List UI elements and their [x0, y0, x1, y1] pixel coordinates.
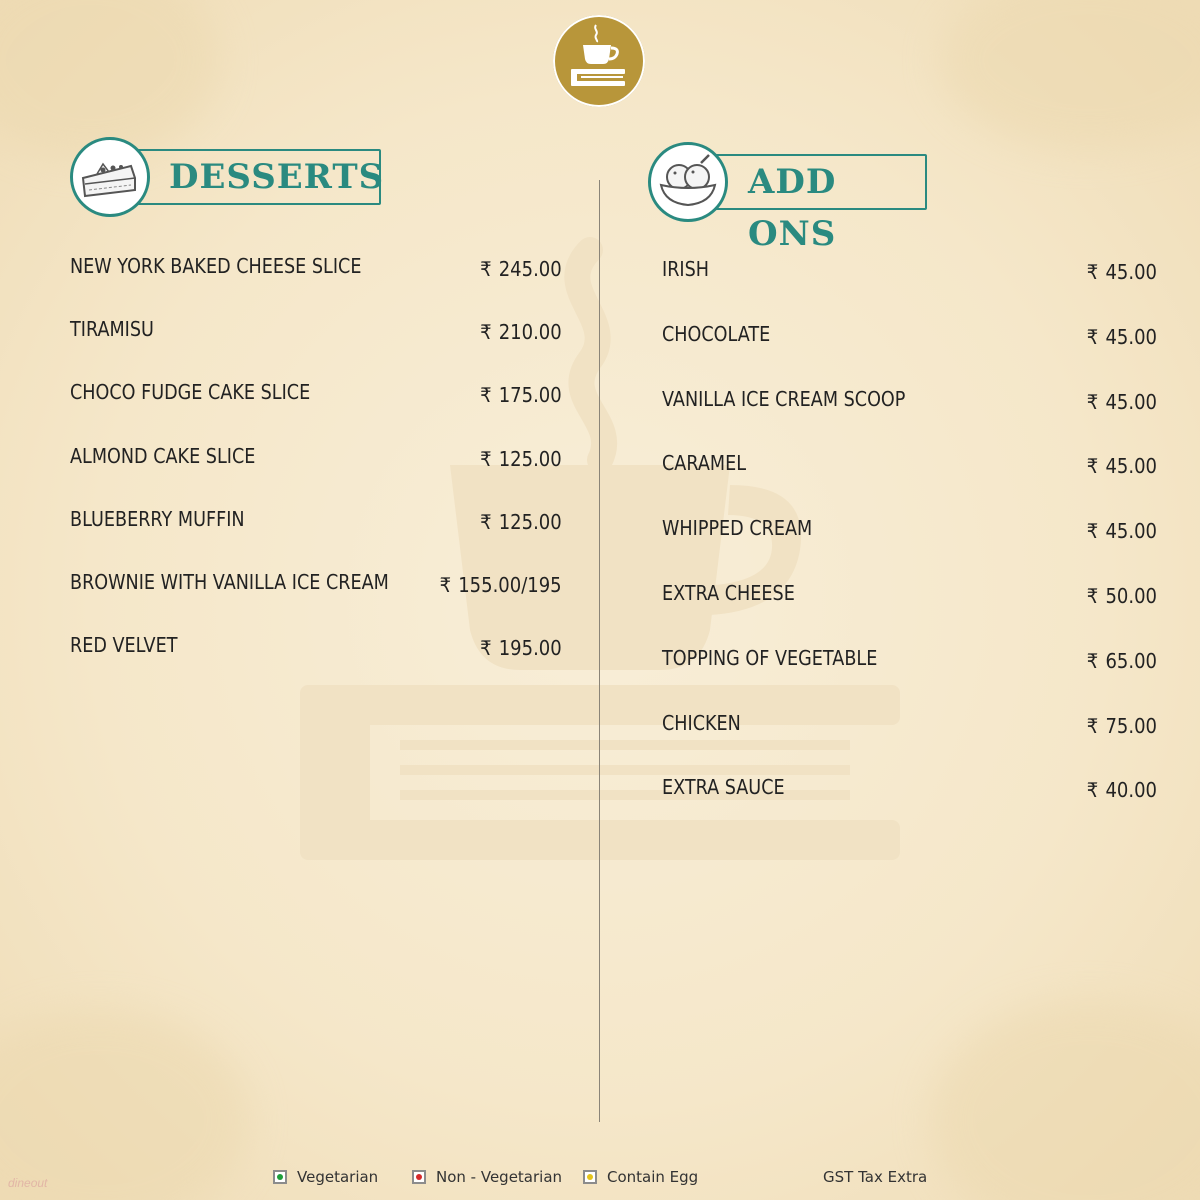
menu-item-row [0, 775, 1200, 805]
price-value: 45.00 [1105, 389, 1157, 414]
cafe-logo [553, 15, 645, 107]
menu-item-name: NEW YORK BAKED CHEESE SLICE [70, 254, 362, 278]
legend-non-vegetarian [412, 1168, 562, 1186]
price-value: 50.00 [1105, 584, 1157, 608]
price-value: 155.00/195 [458, 573, 562, 597]
menu-item-name: TIRAMISU [70, 317, 154, 342]
menu-item-price [1087, 390, 1157, 414]
price-value: 45.00 [1105, 454, 1157, 479]
rupee-symbol: ₹ [480, 636, 492, 661]
menu-item-row [0, 516, 1200, 546]
ice-cream-bowl-icon [651, 145, 725, 219]
menu-item-row [0, 387, 1200, 417]
coffee-cup-on-book-icon [553, 15, 645, 107]
rupee-symbol: ₹ [1086, 648, 1099, 673]
menu-item-row [0, 257, 1200, 287]
rupee-symbol: ₹ [1086, 260, 1099, 284]
veg-dot-icon [273, 1170, 287, 1184]
menu-item-price [1087, 325, 1157, 349]
rupee-symbol: ₹ [1086, 584, 1099, 608]
rupee-symbol: ₹ [439, 573, 452, 597]
tax-note: GST Tax Extra [823, 1168, 928, 1186]
price-value: 45.00 [1105, 519, 1157, 544]
desserts-icon-badge [70, 137, 150, 217]
legend-contain-egg [583, 1168, 698, 1186]
rupee-symbol: ₹ [480, 383, 492, 408]
rupee-symbol: ₹ [1086, 324, 1099, 349]
menu-item-name: ALMOND CAKE SLICE [70, 443, 256, 468]
menu-item-name: CHOCOLATE [662, 321, 771, 346]
addons-title: ADD ONS [712, 154, 927, 210]
rupee-symbol: ₹ [480, 446, 492, 471]
rupee-symbol: ₹ [480, 320, 492, 345]
menu-item-row [0, 451, 1200, 481]
menu-item-name: CHOCO FUDGE CAKE SLICE [70, 380, 311, 405]
menu-item-name: IRISH [662, 257, 710, 281]
egg-dot-icon [583, 1170, 597, 1184]
price-value: 45.00 [1105, 324, 1157, 349]
menu-item-name: CARAMEL [662, 451, 746, 476]
desserts-title: DESSERTS [135, 149, 381, 205]
addons-header [648, 140, 933, 254]
price-value: 125.00 [499, 446, 562, 471]
rupee-symbol: ₹ [1086, 713, 1099, 738]
menu-item-price [1087, 778, 1157, 802]
price-value: 45.00 [1105, 260, 1157, 284]
menu-item-name: EXTRA CHEESE [662, 581, 795, 605]
legend-contain-egg-label: Contain Egg [607, 1168, 699, 1186]
price-value: 210.00 [499, 320, 562, 345]
nonveg-dot-icon [412, 1170, 426, 1184]
addons-icon-badge [648, 142, 728, 222]
menu-item-name: RED VELVET [70, 633, 178, 658]
legend-vegetarian [273, 1168, 378, 1186]
price-value: 40.00 [1105, 778, 1157, 803]
menu-item-price [1087, 454, 1157, 478]
menu-item-price [1087, 260, 1157, 284]
menu-item-name: EXTRA SAUCE [662, 775, 785, 800]
price-value: 195.00 [499, 636, 562, 661]
menu-item-row [0, 581, 1200, 611]
menu-item-row [0, 711, 1200, 741]
menu-item-price [1087, 714, 1157, 738]
legend-non-vegetarian-label: Non - Vegetarian [436, 1168, 563, 1186]
menu-item-name: CHICKEN [662, 710, 741, 735]
legend-vegetarian-label: Vegetarian [297, 1168, 379, 1186]
menu-item-price [1087, 519, 1157, 543]
rupee-symbol: ₹ [1086, 389, 1099, 414]
rupee-symbol: ₹ [1086, 778, 1099, 803]
price-value: 65.00 [1105, 648, 1157, 673]
menu-item-row [0, 322, 1200, 352]
cheesecake-slice-icon [73, 140, 147, 214]
desserts-header [70, 137, 385, 207]
rupee-symbol: ₹ [480, 509, 492, 534]
price-value: 125.00 [499, 509, 562, 534]
price-value: 245.00 [499, 257, 562, 281]
menu-item-name: TOPPING OF VEGETABLE [662, 645, 878, 670]
menu-item-price [1087, 584, 1157, 608]
price-value: 175.00 [499, 383, 562, 408]
menu-item-name: BLUEBERRY MUFFIN [70, 506, 245, 531]
rupee-symbol: ₹ [1086, 454, 1099, 479]
price-value: 75.00 [1105, 713, 1157, 738]
menu-item-name: BROWNIE WITH VANILLA ICE CREAM [70, 570, 389, 594]
menu-item-name: WHIPPED CREAM [662, 516, 813, 541]
rupee-symbol: ₹ [1086, 519, 1099, 544]
menu-item-name: VANILLA ICE CREAM SCOOP [662, 386, 906, 411]
dineout-watermark: dineout [8, 1176, 48, 1190]
menu-item-row [0, 646, 1200, 676]
menu-item-price [1087, 649, 1157, 673]
rupee-symbol: ₹ [480, 257, 492, 281]
